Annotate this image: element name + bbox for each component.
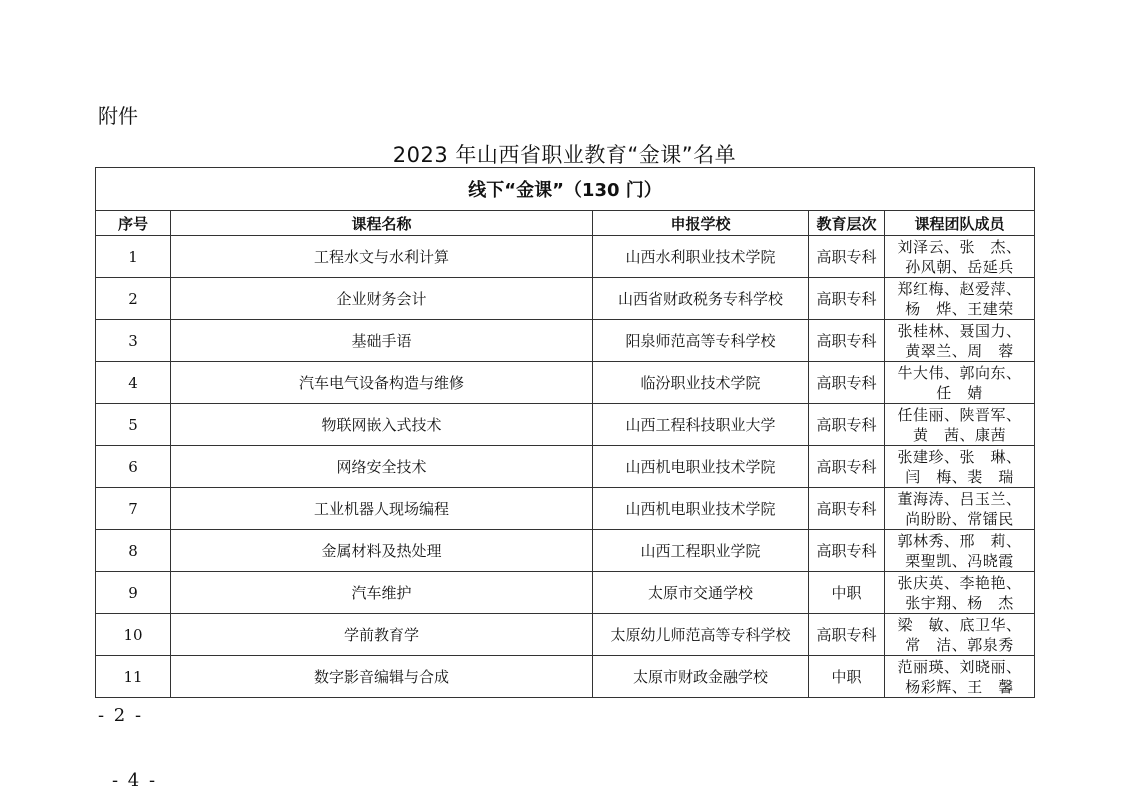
team-line: 闫 梅、裴 瑞 [905, 467, 1014, 486]
cell-level: 高职专科 [809, 236, 885, 278]
cell-team [885, 446, 1035, 488]
cell-course: 汽车电气设备构造与维修 [171, 362, 593, 404]
table-row [96, 404, 1035, 446]
cell-no: 1 [96, 236, 171, 278]
cell-level: 高职专科 [809, 278, 885, 320]
cell-course: 数字影音编辑与合成 [171, 656, 593, 698]
cell-team [885, 572, 1035, 614]
section-title: 线下“金课”（130 门） [96, 168, 1035, 211]
cell-course: 学前教育学 [171, 614, 593, 656]
cell-course: 企业财务会计 [171, 278, 593, 320]
team-line: 孙风朝、岳延兵 [905, 257, 1014, 276]
table-row [96, 278, 1035, 320]
cell-school: 阳泉师范高等专科学校 [593, 320, 809, 362]
team-line: 范丽瑛、刘晓丽、 [897, 657, 1022, 676]
team-line: 任 婧 [936, 383, 983, 402]
team-line: 郑红梅、赵爱萍、 [897, 279, 1022, 298]
team-line: 黄翠兰、周 蓉 [905, 341, 1014, 360]
header-no: 序号 [96, 211, 171, 236]
cell-level: 高职专科 [809, 614, 885, 656]
page-number-inner: - 2 - [98, 705, 144, 726]
cell-no: 11 [96, 656, 171, 698]
header-course: 课程名称 [171, 211, 593, 236]
cell-course: 金属材料及热处理 [171, 530, 593, 572]
cell-course: 物联网嵌入式技术 [171, 404, 593, 446]
cell-school: 山西工程科技职业大学 [593, 404, 809, 446]
table-row [96, 236, 1035, 278]
team-line: 刘泽云、张 杰、 [897, 237, 1022, 256]
cell-no: 7 [96, 488, 171, 530]
team-line: 郭林秀、邢 莉、 [897, 531, 1022, 550]
cell-level: 高职专科 [809, 446, 885, 488]
team-line: 杨彩辉、王 馨 [905, 677, 1014, 696]
header-level: 教育层次 [809, 211, 885, 236]
cell-no: 6 [96, 446, 171, 488]
cell-level: 高职专科 [809, 404, 885, 446]
team-line: 尚盼盼、常镭民 [905, 509, 1014, 528]
cell-team [885, 236, 1035, 278]
cell-team [885, 614, 1035, 656]
cell-school: 山西机电职业技术学院 [593, 488, 809, 530]
table-row [96, 446, 1035, 488]
cell-team [885, 530, 1035, 572]
table-row [96, 656, 1035, 698]
cell-no: 4 [96, 362, 171, 404]
cell-team [885, 404, 1035, 446]
cell-course: 基础手语 [171, 320, 593, 362]
team-line: 张宇翔、杨 杰 [905, 593, 1014, 612]
cell-team [885, 656, 1035, 698]
team-line: 常 洁、郭泉秀 [905, 635, 1014, 654]
team-line: 任佳丽、陕晋军、 [897, 405, 1022, 424]
cell-course: 网络安全技术 [171, 446, 593, 488]
team-line: 张桂林、聂国力、 [897, 321, 1022, 340]
cell-school: 山西机电职业技术学院 [593, 446, 809, 488]
cell-school: 山西省财政税务专科学校 [593, 278, 809, 320]
table-row [96, 320, 1035, 362]
team-line: 张庆英、李艳艳、 [897, 573, 1022, 592]
page-number-outer: - 4 - [112, 770, 158, 791]
team-line: 黄 茜、康茜 [913, 425, 1007, 444]
cell-team [885, 278, 1035, 320]
cell-school: 太原市财政金融学校 [593, 656, 809, 698]
cell-school: 山西工程职业学院 [593, 530, 809, 572]
cell-level: 高职专科 [809, 488, 885, 530]
team-line: 梁 敏、底卫华、 [897, 615, 1022, 634]
header-team: 课程团队成员 [885, 211, 1035, 236]
cell-no: 5 [96, 404, 171, 446]
table-row [96, 488, 1035, 530]
cell-course: 工程水文与水利计算 [171, 236, 593, 278]
cell-team [885, 320, 1035, 362]
table-row [96, 530, 1035, 572]
cell-level: 高职专科 [809, 320, 885, 362]
cell-level: 中职 [809, 572, 885, 614]
course-table [95, 167, 1035, 698]
cell-no: 3 [96, 320, 171, 362]
cell-no: 8 [96, 530, 171, 572]
cell-no: 9 [96, 572, 171, 614]
attachment-label: 附件 [98, 104, 138, 128]
cell-level: 中职 [809, 656, 885, 698]
cell-team [885, 488, 1035, 530]
table-row [96, 614, 1035, 656]
document-title: 2023 年山西省职业教育“金课”名单 [392, 143, 737, 167]
cell-school: 太原市交通学校 [593, 572, 809, 614]
cell-level: 高职专科 [809, 530, 885, 572]
table-row [96, 572, 1035, 614]
cell-school: 太原幼儿师范高等专科学校 [593, 614, 809, 656]
table-row [96, 362, 1035, 404]
team-line: 董海涛、吕玉兰、 [897, 489, 1022, 508]
cell-school: 临汾职业技术学院 [593, 362, 809, 404]
cell-level: 高职专科 [809, 362, 885, 404]
team-line: 杨 烨、王建荣 [905, 299, 1014, 318]
cell-course: 工业机器人现场编程 [171, 488, 593, 530]
cell-school: 山西水利职业技术学院 [593, 236, 809, 278]
cell-no: 2 [96, 278, 171, 320]
cell-course: 汽车维护 [171, 572, 593, 614]
team-line: 牛大伟、郭向东、 [897, 363, 1022, 382]
team-line: 张建珍、张 琳、 [897, 447, 1022, 466]
header-school: 申报学校 [593, 211, 809, 236]
team-line: 栗聖凯、冯晓霞 [905, 551, 1014, 570]
cell-team [885, 362, 1035, 404]
cell-no: 10 [96, 614, 171, 656]
